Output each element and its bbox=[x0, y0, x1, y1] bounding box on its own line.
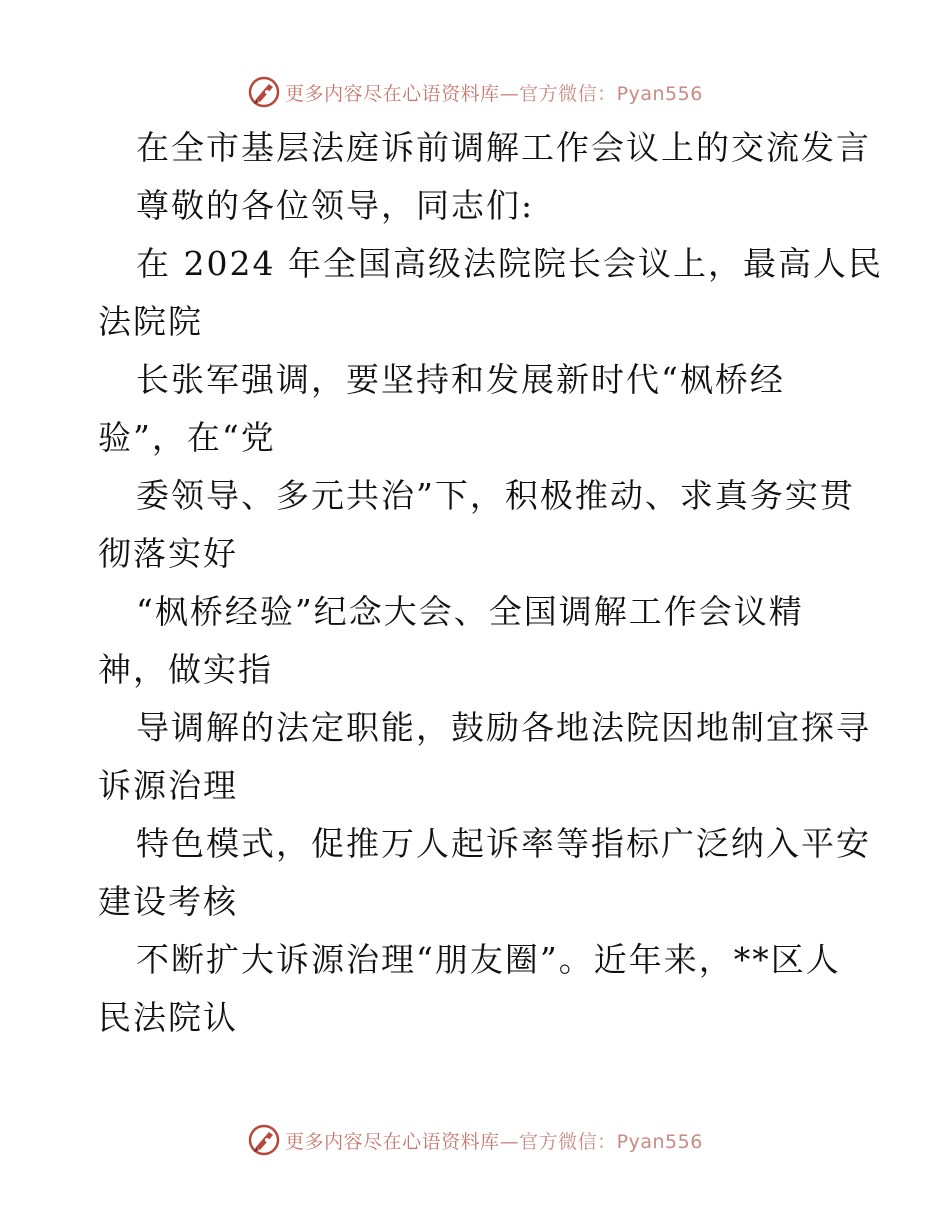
paragraph-line: 民法院认 bbox=[98, 998, 238, 1037]
paragraph-line: 诉源治理 bbox=[98, 766, 238, 805]
header-banner-main: 更多内容尽在心语资料库 bbox=[285, 82, 500, 105]
paragraph-line: 导调解的法定职能，鼓励各地法院因地制宜探寻 bbox=[136, 708, 871, 747]
paragraph-line: 法院院 bbox=[98, 302, 203, 341]
paragraph-line: 彻落实好 bbox=[98, 534, 238, 573]
salutation: 尊敬的各位领导，同志们: bbox=[136, 186, 535, 225]
paragraph-line: 不断扩大诉源治理“朋友圈”。近年来，**区人 bbox=[136, 940, 841, 979]
paragraph-line: 特色模式，促推万人起诉率等指标广泛纳入平安 bbox=[136, 824, 871, 863]
footer-banner-text bbox=[285, 1127, 703, 1154]
footer-banner-wechat: —官方微信：Pyan556 bbox=[499, 1130, 703, 1153]
paragraph-line: 验”，在“党 bbox=[98, 418, 276, 457]
footer-banner-main: 更多内容尽在心语资料库 bbox=[285, 1130, 500, 1153]
document-title: 在全市基层法庭诉前调解工作会议上的交流发言 bbox=[136, 128, 871, 167]
paragraph-line: “枫桥经验”纪念大会、全国调解工作会议精 bbox=[136, 592, 804, 631]
header-banner-wechat: —官方微信：Pyan556 bbox=[499, 82, 703, 105]
paragraph-line: 委领导、多元共治”下，积极推动、求真务实贯 bbox=[136, 476, 855, 515]
paragraph-line: 建设考核 bbox=[98, 882, 238, 921]
paragraph-line: 长张军强调，要坚持和发展新时代“枫桥经 bbox=[136, 360, 785, 399]
footer-banner bbox=[0, 1120, 950, 1160]
paragraph-line: 神，做实指 bbox=[98, 650, 273, 689]
paragraph-line: 在 2024 年全国高级法院院长会议上，最高人民 bbox=[136, 244, 883, 283]
pen-logo-icon bbox=[247, 1123, 281, 1157]
